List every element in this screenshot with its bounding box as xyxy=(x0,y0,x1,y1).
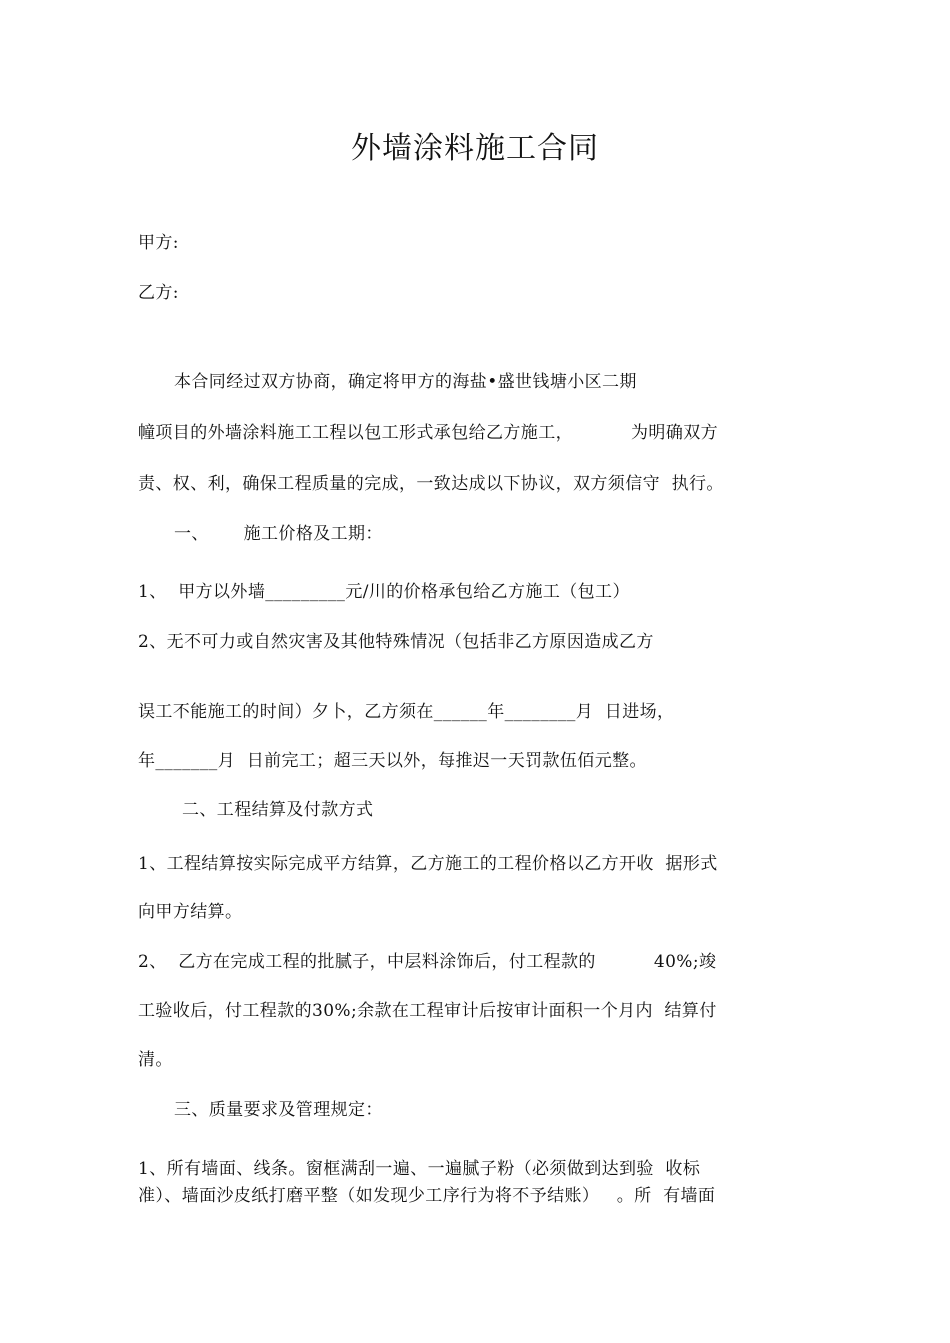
section-heading: 三、质量要求及管理规定： xyxy=(174,1100,383,1120)
section-heading: 二、工程结算及付款方式 xyxy=(182,800,374,820)
paragraph-line: 1、工程结算按实际完成平方结算，乙方施工的工程价格以乙方开收 据形式 xyxy=(138,854,718,874)
paragraph-line: 本合同经过双方协商，确定将甲方的海盐•盛世钱塘小区二期 xyxy=(174,372,637,392)
paragraph-line: 年_______月 日前完工；超三天以外，每推迟一天罚款伍佰元整。 xyxy=(138,751,647,771)
paragraph-line: 1、 甲方以外墙_________元/川的价格承包给乙方施工（包工） xyxy=(138,582,630,602)
paragraph-line: 2、无不可力或自然灾害及其他特殊情况（包括非乙方原因造成乙方 xyxy=(138,632,654,652)
document-title: 外墙涂料施工合同 xyxy=(351,131,599,166)
paragraph-line: 向甲方结算。 xyxy=(138,902,243,922)
paragraph-line: 幢项目的外墙涂料施工工程以包工形式承包给乙方施工， 为明确双方 xyxy=(138,423,719,443)
paragraph-line: 2、 乙方在完成工程的批腻子，中层料涂饰后，付工程款的 40%;竣 xyxy=(138,952,717,972)
section-heading: 一、 施工价格及工期： xyxy=(174,524,383,544)
paragraph-line: 清。 xyxy=(138,1050,173,1070)
paragraph-line: 误工不能施工的时间）夕卜，乙方须在______年________月 日进场， xyxy=(138,702,675,722)
paragraph-line: 准）、墙面沙皮纸打磨平整（如发现少工序行为将不予结账） 。所 有墙面 xyxy=(138,1186,716,1206)
party-a-label: 甲方: xyxy=(138,233,179,253)
paragraph-line: 工验收后，付工程款的30%;余款在工程审计后按审计面积一个月内 结算付 xyxy=(138,1001,717,1021)
party-b-label: 乙方: xyxy=(138,283,179,303)
paragraph-line: 1、所有墙面、线条。窗框满刮一遍、一遍腻子粉（必须做到达到验 收标 xyxy=(138,1159,701,1179)
paragraph-line: 责、权、利，确保工程质量的完成，一致达成以下协议，双方须信守 执行。 xyxy=(138,474,724,494)
